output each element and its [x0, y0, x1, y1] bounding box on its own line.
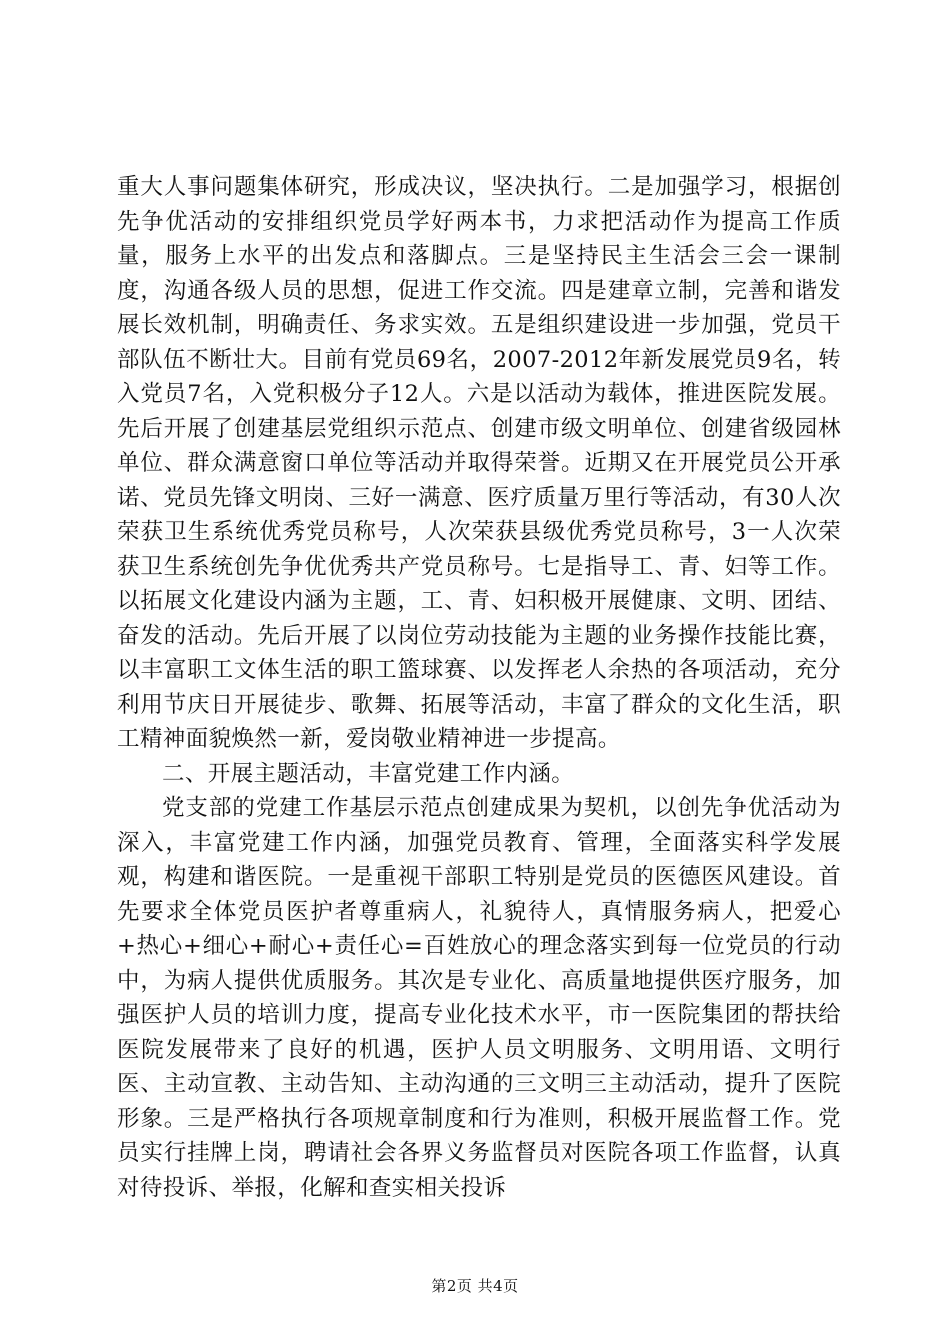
paragraph-party-work-summary: 重大人事问题集体研究，形成决议，坚决执行。二是加强学习，根据创先争优活动的安排组织党员学好两本书，力求把活动作为提高工作质量，服务上水平的出发点和落脚点。三是坚持民主生活会三会一课制度，沟通各级人员的思想，促进工作交流。四是建章立制，完善和谐发展长效机制，明确责任、务求实效。五是组织建设进一步加强，党员干部队伍不断壮大。目前有党员69名，2007-2012年新发展党员9名，转入党员7名，入党积极分子12人。六是以活动为载体，推进医院发展。先后开展了创建基层党组织示范点、创建市级文明单位、创建省级园林单位、群众满意窗口单位等活动并取得荣誉。近期又在开展党员公开承诺、党员先锋文明岗、三好一满意、医疗质量万里行等活动，有30人次荣获卫生系统优秀党员称号，人次荣获县级优秀党员称号，3一人次荣获卫生系统创先争优优秀共产党员称号。七是指导工、青、妇等工作。以拓展文化建设内涵为主题，工、青、妇积极开展健康、文明、团结、奋发的活动。先后开展了以岗位劳动技能为主题的业务操作技能比赛，以丰富职工文体生活的职工篮球赛、以发挥老人余热的各项活动，充分利用节庆日开展徒步、歌舞、拓展等活动，丰富了群众的文化生活，职工精神面貌焕然一新，爱岗敬业精神进一步提高。: [117, 174, 841, 752]
paragraph-theme-activities: 党支部的党建工作基层示范点创建成果为契机，以创先争优活动为深入，丰富党建工作内涵，加强党员教育、管理，全面落实科学发展观，构建和谐医院。一是重视干部职工特别是党员的医德医风建设。首先要求全体党员医护者尊重病人，礼貌待人，真情服务病人，把爱心+热心+细心+耐心+责任心=百姓放心的理念落实到每一位党员的行动中，为病人提供优质服务。其次是专业化、高质量地提供医疗服务，加强医护人员的培训力度，提高专业化技术水平，市一医院集团的帮扶给医院发展带来了良好的机遇，医护人员文明服务、文明用语、文明行医、主动宣教、主动告知、主动沟通的三文明三主动活动，提升了医院形象。三是严格执行各项规章制度和行为准则，积极开展监督工作。党员实行挂牌上岗，聘请社会各界义务监督员对医院各项工作监督，认真对待投诉、举报，化解和查实相关投诉: [117, 795, 841, 1201]
document-body: [117, 170, 841, 1205]
page-number-footer: 第2页 共4页: [431, 1277, 519, 1295]
section-heading-theme-activities: 二、开展主题活动，丰富党建工作内涵。: [162, 760, 575, 787]
